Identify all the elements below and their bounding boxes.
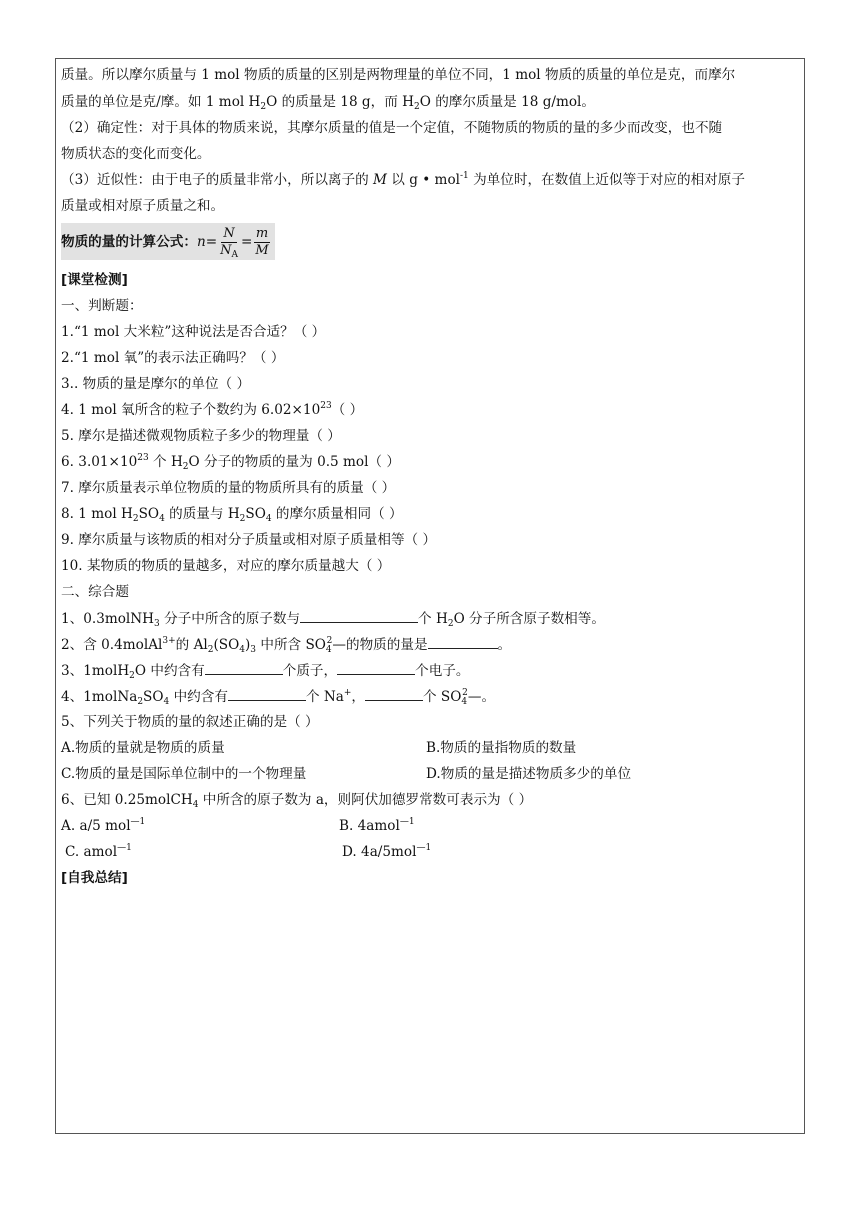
formula-label: 物质的量的计算公式： xyxy=(61,234,197,250)
judge-item-4: 4. 1 mol 氧所含的粒子个数约为 $6.02\times 10^{23}$（ ） xyxy=(61,401,364,418)
question-6-option-d: D. 4a/5mol$^{—1}$ xyxy=(342,843,432,860)
question-5-option-a: A.物质的量就是物质的质量 xyxy=(61,740,225,756)
question-5-option-c: C.物质的量是国际单位制中的一个物理量 xyxy=(61,766,307,782)
question-5-option-d: D.物质的量是描述物质多少的单位 xyxy=(426,766,632,782)
question-5: 5、下列关于物质的量的叙述正确的是（ ） xyxy=(61,714,319,730)
answer-blank[interactable] xyxy=(428,635,498,649)
comprehensive-title: 二、综合题 xyxy=(61,584,129,600)
paragraph-line-3: （2）确定性：对于具体的物质来说，其摩尔质量的值是一个定值，不随物质的物质的量的多少而改变，也不随 xyxy=(61,120,723,136)
judge-item-9: 9. 摩尔质量与该物质的相对分子质量或相对原子质量相等（ ） xyxy=(61,532,437,548)
question-6-option-c: C. amol$^{—1}$ xyxy=(65,843,132,860)
question-4: 4、$1molNa_2SO_4$ 中约含有 个 Na+， 个 $SO_4^2—$。 xyxy=(61,688,496,707)
answer-blank[interactable] xyxy=(300,609,418,623)
judge-title: 一、判断题： xyxy=(61,298,143,314)
judge-item-3: 3.. 物质的量是摩尔的单位（ ） xyxy=(61,376,251,392)
question-2: 2、含 0.4molAl$^{3+}$的 $Al_2(SO_4)_3$ 中所含 $SO_4^2—$的物质的量是 。 xyxy=(61,636,512,655)
fraction-n-over-na: $\frac{N}{N_A}$ xyxy=(220,225,238,260)
judge-item-5: 5. 摩尔是描述微观物质粒子多少的物理量（ ） xyxy=(61,428,341,444)
formula-box: 物质的量的计算公式： n = $\frac{N}{N_A}$ = $\frac{m}{M}$ xyxy=(61,223,275,260)
content-frame xyxy=(55,58,805,1134)
question-1: 1、0.3molNH$_3$ 分子中所含的原子数与 个 $H_2O$ 分子所含原子数相等。 xyxy=(61,611,605,629)
judge-item-8: 8. 1 mol $H_2SO_4$ 的质量与 $H_2SO_4$ 的摩尔质量相同（ ） xyxy=(61,506,403,524)
answer-blank[interactable] xyxy=(228,687,306,701)
question-5-option-b: B.物质的量指物质的数量 xyxy=(426,740,577,756)
paragraph-line-5: （3）近似性：由于电子的质量非常小，所以离子的 M 以 g • mol$^{-1}$ 为单位时，在数值上近似等于对应的相对原子 xyxy=(61,171,745,188)
answer-blank[interactable] xyxy=(337,661,415,675)
paragraph-line-4: 物质状态的变化而变化。 xyxy=(61,146,211,162)
question-3: 3、1molH$_2$O 中约含有 个质子， 个电子。 xyxy=(61,663,470,681)
question-6-option-b: B. 4amol$^{—1}$ xyxy=(339,817,415,834)
judge-item-10: 10. 某物质的物质的量越多，对应的摩尔质量越大（ ） xyxy=(61,558,391,574)
question-6-option-a: A. a/5 mol$^{—1}$ xyxy=(61,817,146,834)
judge-item-6: 6. $3.01\times 10^{23}$ 个 $H_2O$ 分子的物质的量为 0.5 mol（ ） xyxy=(61,453,400,472)
section-heading-check: [课堂检测] xyxy=(61,272,128,288)
paragraph-line-6: 质量或相对原子质量之和。 xyxy=(61,198,225,214)
section-heading-summary: [自我总结] xyxy=(61,870,128,886)
fraction-m-over-m: $\frac{m}{M}$ xyxy=(255,225,269,258)
paragraph-line-2: 质量的单位是克/摩。如 1 mol $H_2O$ 的质量是 18 g，而 $H_2O$ 的摩尔质量是 18 g/mol。 xyxy=(61,94,595,112)
paragraph-line-1: 质量。所以摩尔质量与 1 mol 物质的质量的区别是两物理量的单位不同，1 mol 物质的质量的单位是克，而摩尔 xyxy=(61,67,736,83)
judge-item-1: 1.“1 mol 大米粒”这种说法是否合适？（ ） xyxy=(61,324,326,340)
question-6: 6、已知 0.25molCH$_4$ 中所含的原子数为 a，则阿伏加德罗常数可表示为（ ） xyxy=(61,792,533,810)
judge-item-7: 7. 摩尔质量表示单位物质的量的物质所具有的质量（ ） xyxy=(61,480,396,496)
judge-item-2: 2.“1 mol 氧”的表示法正确吗？（ ） xyxy=(61,350,285,366)
answer-blank[interactable] xyxy=(205,661,283,675)
answer-blank[interactable] xyxy=(365,687,423,701)
